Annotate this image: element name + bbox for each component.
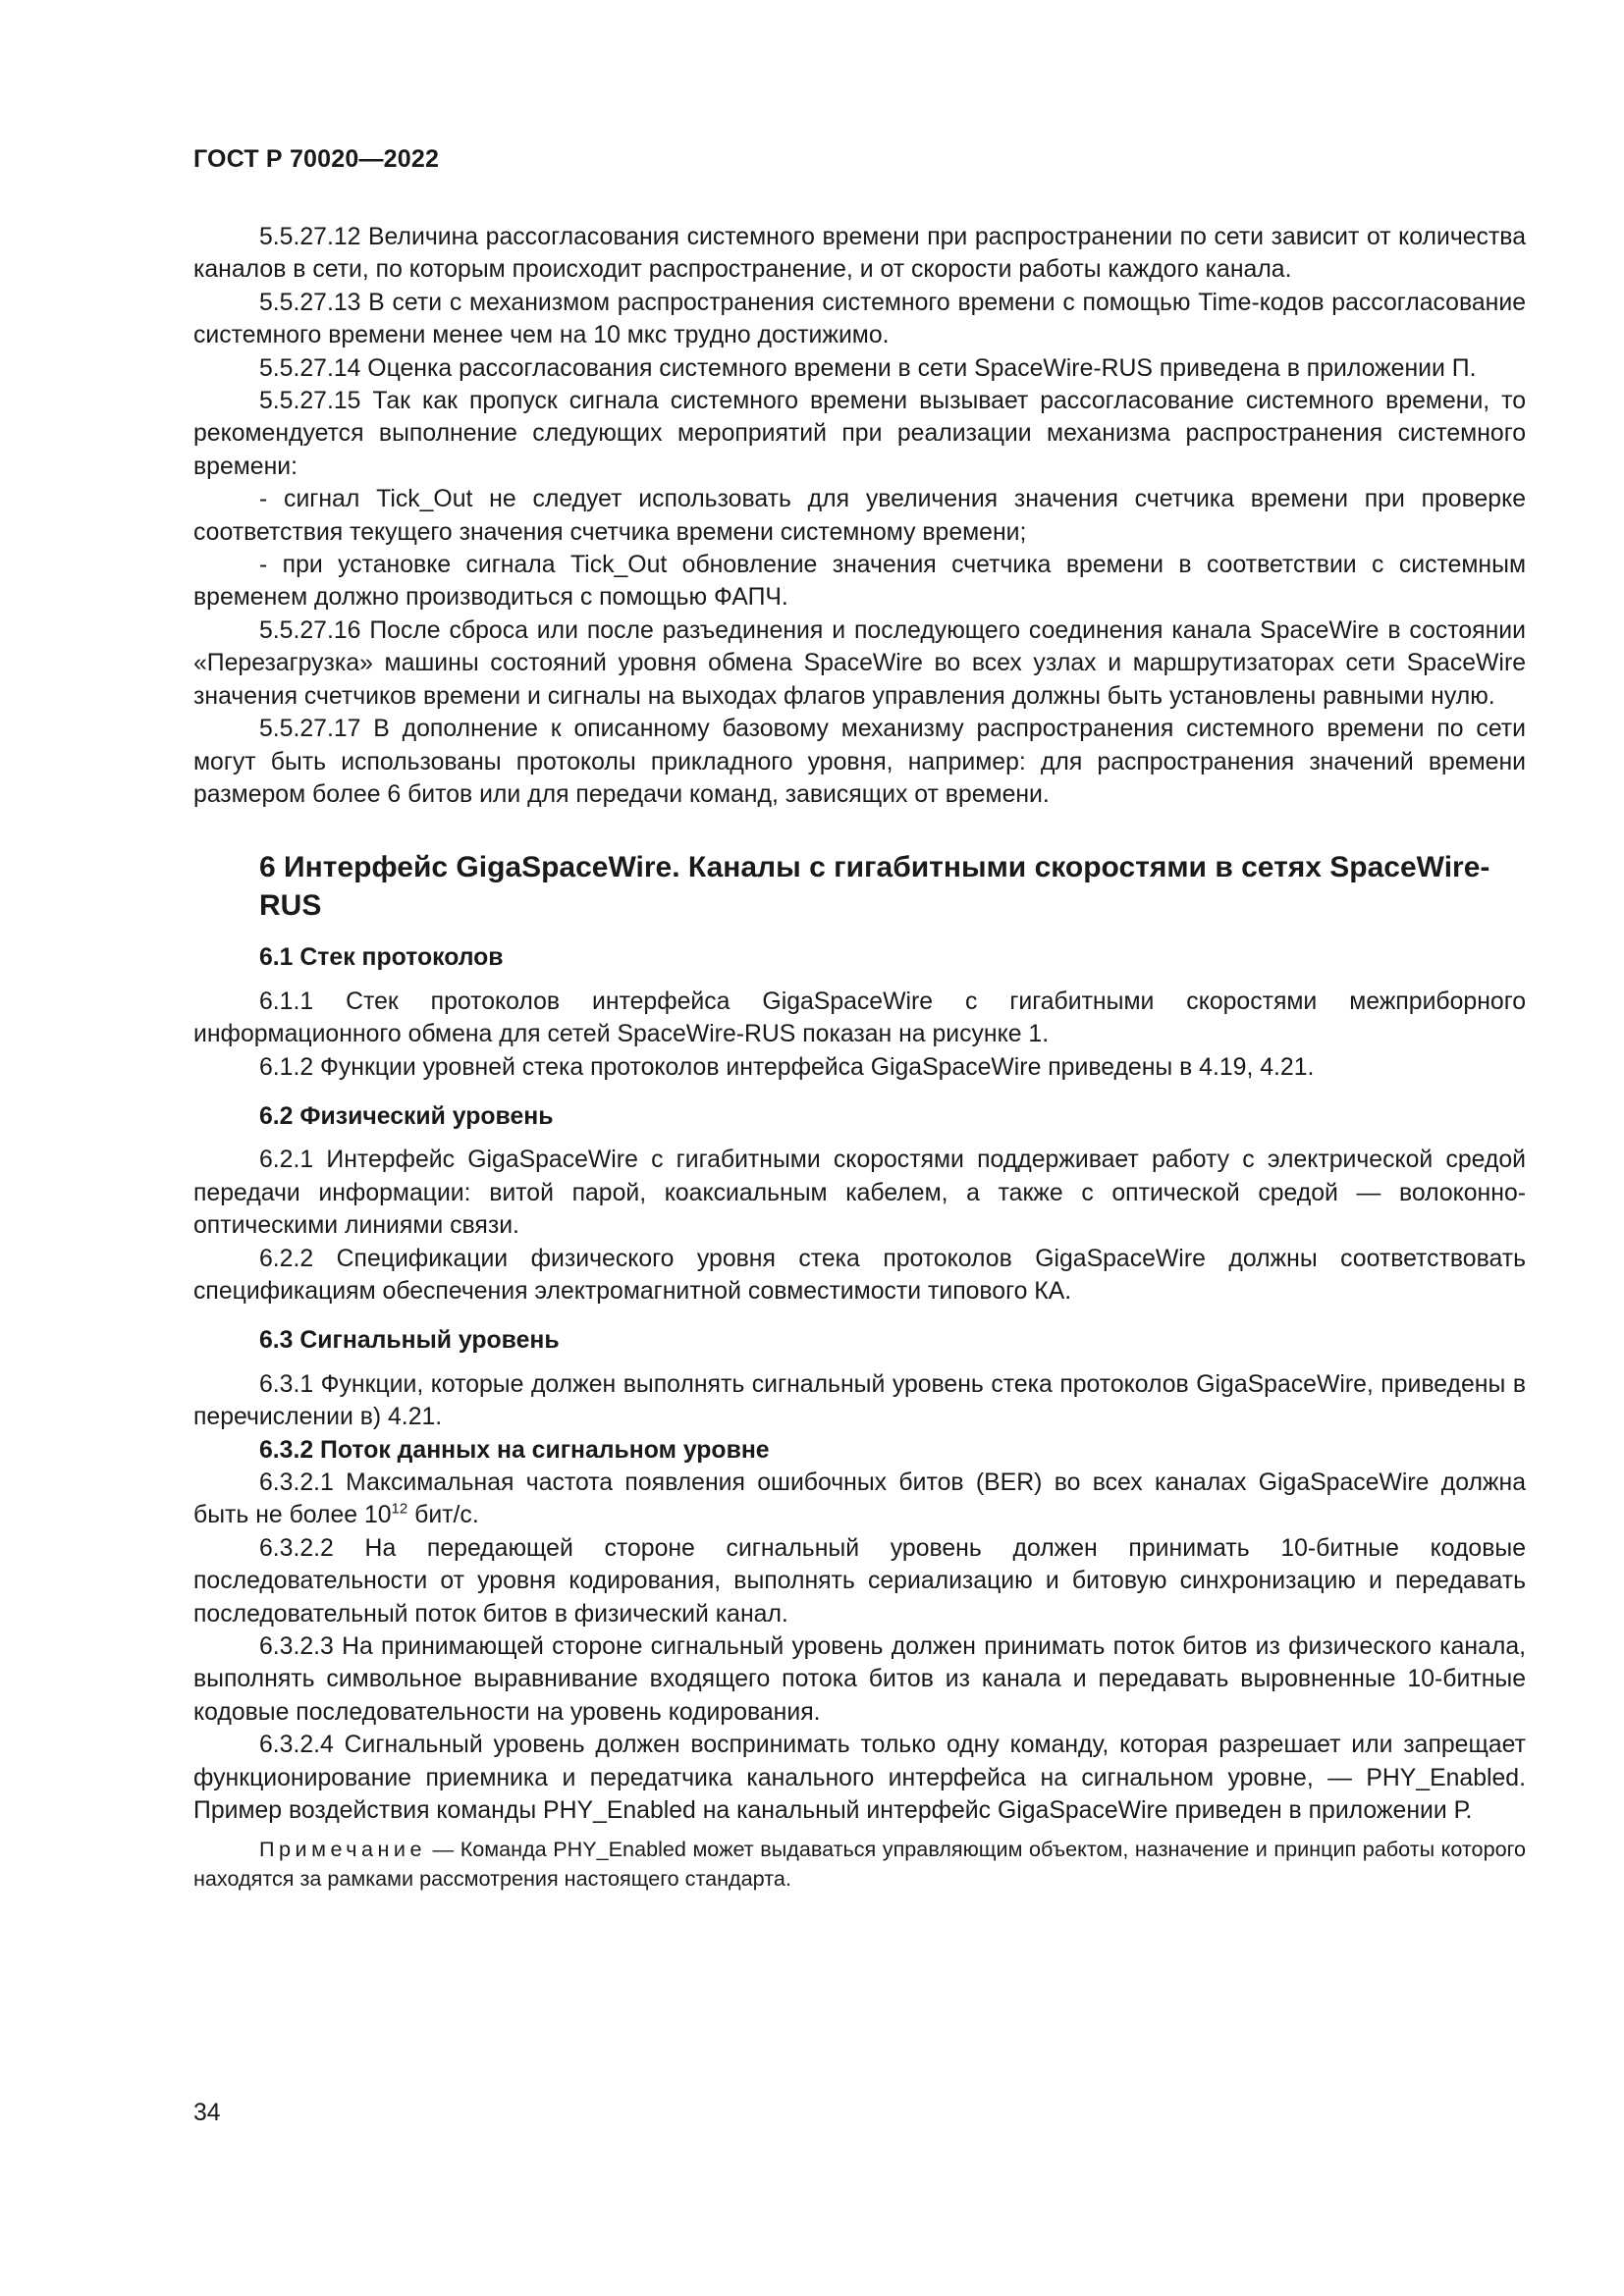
paragraph-5-5-27-17: 5.5.27.17 В дополнение к описанному базовому механизму распространения системного времени по сети могут быть использованы протоколы прикладного уровня, например: для распространения значений времени размером более 6 битов или для передачи команд, зависящих от времени. <box>193 716 1526 808</box>
note-paragraph <box>193 1835 1526 1894</box>
paragraph-5-5-27-14: 5.5.27.14 Оценка рассогласования системного времени в сети SpaceWire-RUS приведена в приложении П. <box>259 354 1477 382</box>
note-text: — Команда PHY_Enabled может выдаваться управляющим объектом, назначение и принцип работы которого находятся за рамками рассмотрения настоящего стандарта. <box>193 1837 1526 1892</box>
paragraph-6-3-2-1-text: 6.3.2.1 Максимальная частота появления ошибочных битов (BER) во всех каналах GigaSpaceWire должна быть не более 10 <box>193 1469 1526 1529</box>
paragraph-6-3-1: 6.3.1 Функции, которые должен выполнять сигнальный уровень стека протоколов GigaSpaceWire, приведены в перечислении в) 4.21. <box>193 1370 1526 1431</box>
note-block <box>193 1835 1526 1894</box>
paragraph-6-1-1: 6.1.1 Стек протоколов интерфейса GigaSpaceWire с гигабитными скоростями межприборного информационного обмена для сетей SpaceWire-RUS показан на рисунке 1. <box>193 988 1526 1048</box>
section-6-1-heading: 6.1 Стек протоколов <box>259 944 504 972</box>
paragraph-6-3-2-3: 6.3.2.3 На принимающей стороне сигнальный уровень должен принимать поток битов из физического канала, выполнять символьное выравнивание входящего потока битов из канала и передавать выровненные 10-битные кодовые последовательности на уровень кодирования. <box>193 1633 1526 1726</box>
paragraph-5-5-27-16: 5.5.27.16 После сброса или после разъединения и последующего соединения канала SpaceWire в состоянии «Перезагрузка» машины состояний уровня обмена SpaceWire во всех узлах и маршрутизаторах сети SpaceWire значения счетчиков времени и сигналы на выходах флагов управления должны быть установлены равными нулю. <box>193 616 1526 710</box>
paragraph-5-5-27-15: 5.5.27.15 Так как пропуск сигнала системного времени вызывает рассогласование системного времени, то рекомендуется выполнение следующих мероприятий при реализации механизма распространения системного времени: <box>193 388 1526 480</box>
paragraph-6-3-2-4: 6.3.2.4 Сигнальный уровень должен воспринимать только одну команду, которая разрешает или запрещает функционирование приемника и передатчика канального интерфейса на сигнальном уровне, — PHY_Enabled. Пример воздействия команды PHY_Enabled на канальный интерфейс GigaSpaceWire приведен в приложении Р. <box>193 1732 1526 1825</box>
note-label: Примечание <box>259 1837 426 1862</box>
section-6-3-heading: 6.3 Сигнальный уровень <box>259 1327 560 1355</box>
paragraph-6-3-2-2: 6.3.2.2 На передающей стороне сигнальный уровень должен принимать 10-битные кодовые последовательности от уровня кодирования, выполнять сериализацию и битовую синхронизацию и передавать последовательный поток битов в физический канал. <box>193 1534 1526 1628</box>
page-number: 34 <box>193 2100 221 2126</box>
paragraph-5-5-27-13: 5.5.27.13 В сети с механизмом распространения системного времени с помощью Time-кодов рассогласование системного времени менее чем на 10 мкс трудно достижимо. <box>193 289 1526 349</box>
paragraph-6-3-2-1-unit: бит/с. <box>407 1502 479 1529</box>
document-body <box>193 221 1526 1894</box>
section-6-2-heading: 6.2 Физический уровень <box>259 1102 554 1130</box>
exponent: 12 <box>391 1501 408 1519</box>
paragraph-6-2-1: 6.2.1 Интерфейс GigaSpaceWire с гигабитными скоростями поддерживает работу с электрической средой передачи информации: витой парой, коаксиальным кабелем, а также с оптической средой — волоконно-оптическими линиями связи. <box>193 1147 1526 1240</box>
section-6-heading: 6 Интерфейс GigaSpaceWire. Каналы с гигабитными скоростями в сетях SpaceWire-RUS <box>259 851 1490 923</box>
list-item-tick-out-2: - при установке сигнала Tick_Out обновление значения счетчика времени в соответствии с системным временем должно производиться с помощью ФАПЧ. <box>193 552 1526 612</box>
paragraph-6-2-2: 6.2.2 Спецификации физического уровня стека протоколов GigaSpaceWire должны соответствовать спецификациям обеспечения электромагнитной совместимости типового КА. <box>193 1245 1526 1305</box>
paragraph-6-1-2: 6.1.2 Функции уровней стека протоколов интерфейса GigaSpaceWire приведены в 4.19, 4.21. <box>259 1053 1315 1081</box>
paragraph-6-3-2-1 <box>193 1467 1526 1532</box>
paragraph-5-5-27-12: 5.5.27.12 Величина рассогласования системного времени при распространении по сети зависит от количества каналов в сети, по которым происходит распространение, и от скорости работы каждого канала. <box>193 224 1526 284</box>
section-6-3-2-heading: 6.3.2 Поток данных на сигнальном уровне <box>259 1436 770 1464</box>
document-header: ГОСТ Р 70020—2022 <box>193 145 440 173</box>
list-item-tick-out-1: - сигнал Tick_Out не следует использовать для увеличения значения счетчика времени при проверке соответствия текущего значения счетчика времени системному времени; <box>193 486 1526 546</box>
